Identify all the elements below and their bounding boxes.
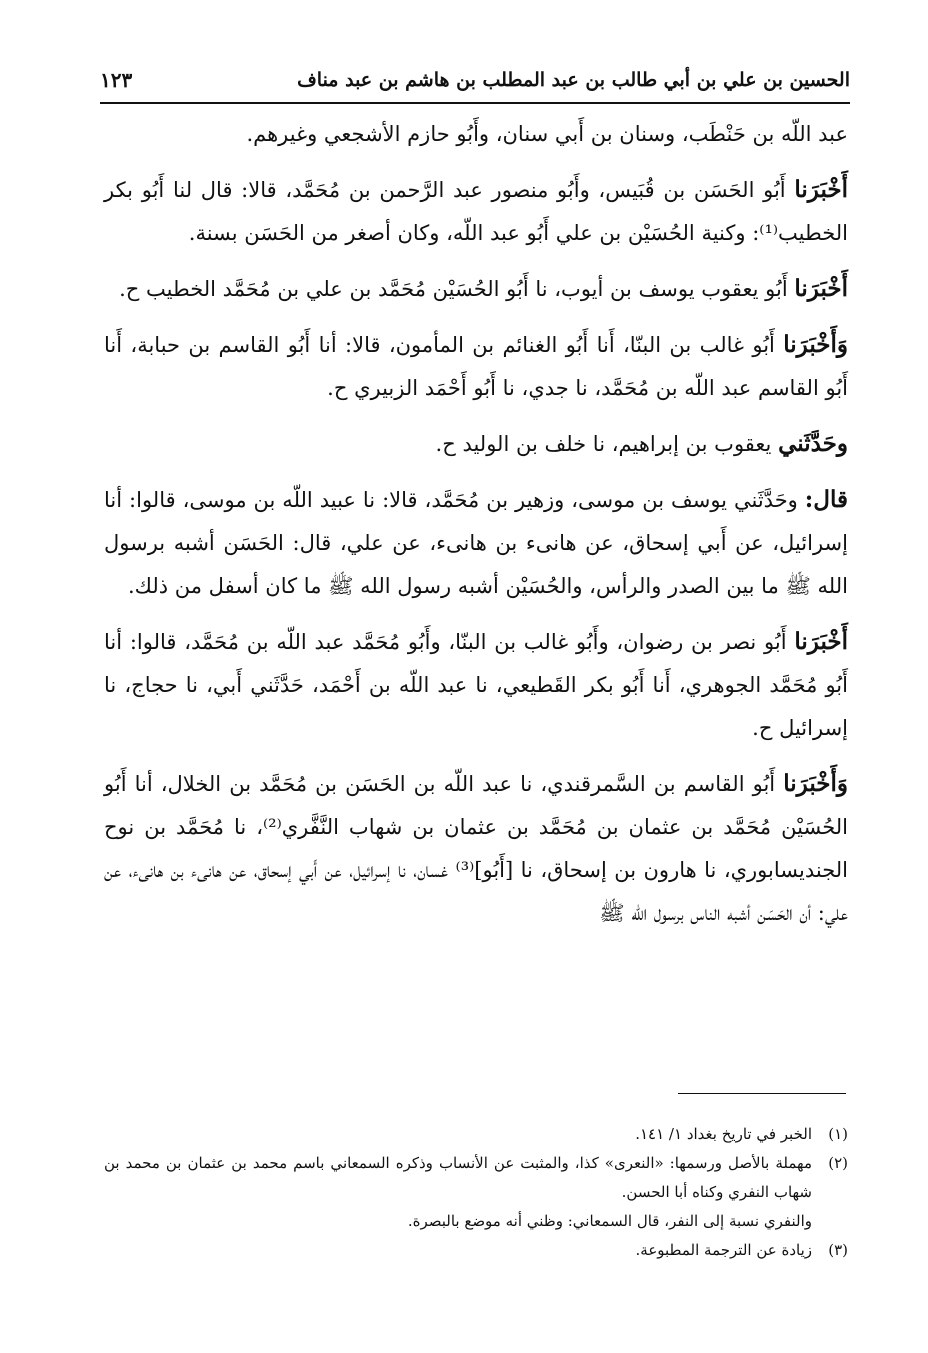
running-title: الحسين بن علي بن أبي طالب بن عبد المطلب بن هاشم بن عبد مناف (297, 69, 850, 91)
paragraph (104, 620, 848, 750)
footnote-marker: (١) (828, 1125, 848, 1143)
paragraph-text: أَبُو القاسم بن السَّمرقندي، نا عبد اللّه بن الحَسَن بن مُحَمَّد بن الخلال، أنا أَبُو الحُسَيْن مُحَمَّد بن عثمان بن مُحَمَّد بن عثمان بن شهاب النَّفَّري⁽²⁾، نا مُحَمَّد بن نوح الجنديسابوري، نا هارون بن إسحاق، نا [أَبُو]⁽³⁾ غسان، نا إسرائيل، عن أَبي إسحاق، عن هانىء بن هانىء، عن علي: أن الحَسَن أشبه الناس برسول الله ﷺ (104, 772, 848, 925)
paragraph (104, 478, 848, 608)
paragraph-lead: أَخْبَرَنا (794, 176, 848, 203)
footnotes (104, 1120, 848, 1265)
paragraph (104, 168, 848, 255)
paragraph-lead: وحَدَّثَني (778, 430, 848, 457)
paragraph-text: أَبُو يعقوب يوسف بن أيوب، نا أَبُو الحُسَيْن مُحَمَّد بن علي بن مُحَمَّد الخطيب ح. (119, 277, 795, 301)
footnote-text: الخبر في تاريخ بغداد ١/ ١٤١. (635, 1125, 812, 1143)
paragraph (104, 112, 848, 156)
paragraph-text: أَبُو الحَسَن بن قُبَيس، وأَبُو منصور عبد الرَّحمن بن مُحَمَّد، قالا: قال لنا أَبُو بكر الخطيب⁽¹⁾: وكنية الحُسَيْن بن علي أَبُو عبد اللّه، وكان أصغر من الحَسَن بسنة. (104, 178, 848, 245)
footnote (104, 1236, 848, 1265)
paragraph (104, 323, 848, 410)
paragraph-text: يعقوب بن إبراهيم، نا خلف بن الوليد ح. (435, 432, 779, 456)
paragraph-lead: أَخْبَرَنا (794, 275, 848, 302)
footnote-marker: (٢) (828, 1154, 848, 1172)
paragraph-text: أَبُو غالب بن البنّا، أَنا أَبُو الغنائم بن المأمون، قالا: أنا أَبُو القاسم بن حبابة، أَنا أَبُو القاسم عبد اللّه بن مُحَمَّد، نا جدي، نا أَبُو أَحْمَد الزبيري ح. (104, 333, 848, 400)
footnote-text: زيادة عن الترجمة المطبوعة. (635, 1241, 812, 1259)
paragraph-text: وحَدَّثَني يوسف بن موسى، وزهير بن مُحَمَّد، قالا: نا عبيد اللّه بن موسى، قالوا: أنا إسرائيل، عن أَبي إسحاق، عن هانىء بن هانىء، عن علي، قال: الحَسَن أشبه برسول الله ﷺ ما بين الصدر والرأس، والحُسَيْن أشبه رسول الله ﷺ ما كان أسفل من ذلك. (104, 488, 848, 598)
paragraph (104, 762, 848, 935)
footnote-text: والنفري نسبة إلى النفر، قال السمعاني: وظني أنه موضع بالبصرة. (407, 1212, 812, 1230)
paragraph-lead: وَأَخْبَرَنا (783, 770, 848, 797)
paragraph (104, 422, 848, 466)
footnote (104, 1149, 848, 1207)
page-number: ١٢٣ (100, 68, 133, 92)
footnote-text: مهملة بالأصل ورسمها: «النعرى» كذا، والمثبت عن الأنساب وذكره السمعاني باسم محمد بن عثمان بن محمد بن شهاب النفري وكناه أبا الحسن. (104, 1154, 812, 1201)
running-header (100, 58, 850, 104)
footnote (104, 1120, 848, 1149)
paragraph-lead: وَأَخْبَرَنا (783, 331, 848, 358)
footnote-marker: (٣) (828, 1241, 848, 1259)
footnote-continuation (104, 1207, 848, 1236)
paragraph-text: عبد اللّه بن حَنْطَب، وسنان بن أَبي سنان، وأَبُو حازم الأشجعي وغيرهم. (246, 122, 848, 146)
footnote-separator (678, 1093, 846, 1094)
main-text (104, 112, 848, 947)
paragraph-text: أَبُو نصر بن رضوان، وأَبُو غالب بن البنّا، وأَبُو مُحَمَّد عبد اللّه بن مُحَمَّد، قالوا: أنا أَبُو مُحَمَّد الجوهري، أَنا أَبُو بكر القَطيعي، نا عبد اللّه بن أَحْمَد، حَدَّثَني أَبي، نا حجاج، نا إسرائيل ح. (104, 630, 848, 740)
paragraph-lead: أَخْبَرَنا (794, 628, 848, 655)
paragraph-lead: قال: (804, 486, 848, 513)
paragraph (104, 267, 848, 311)
